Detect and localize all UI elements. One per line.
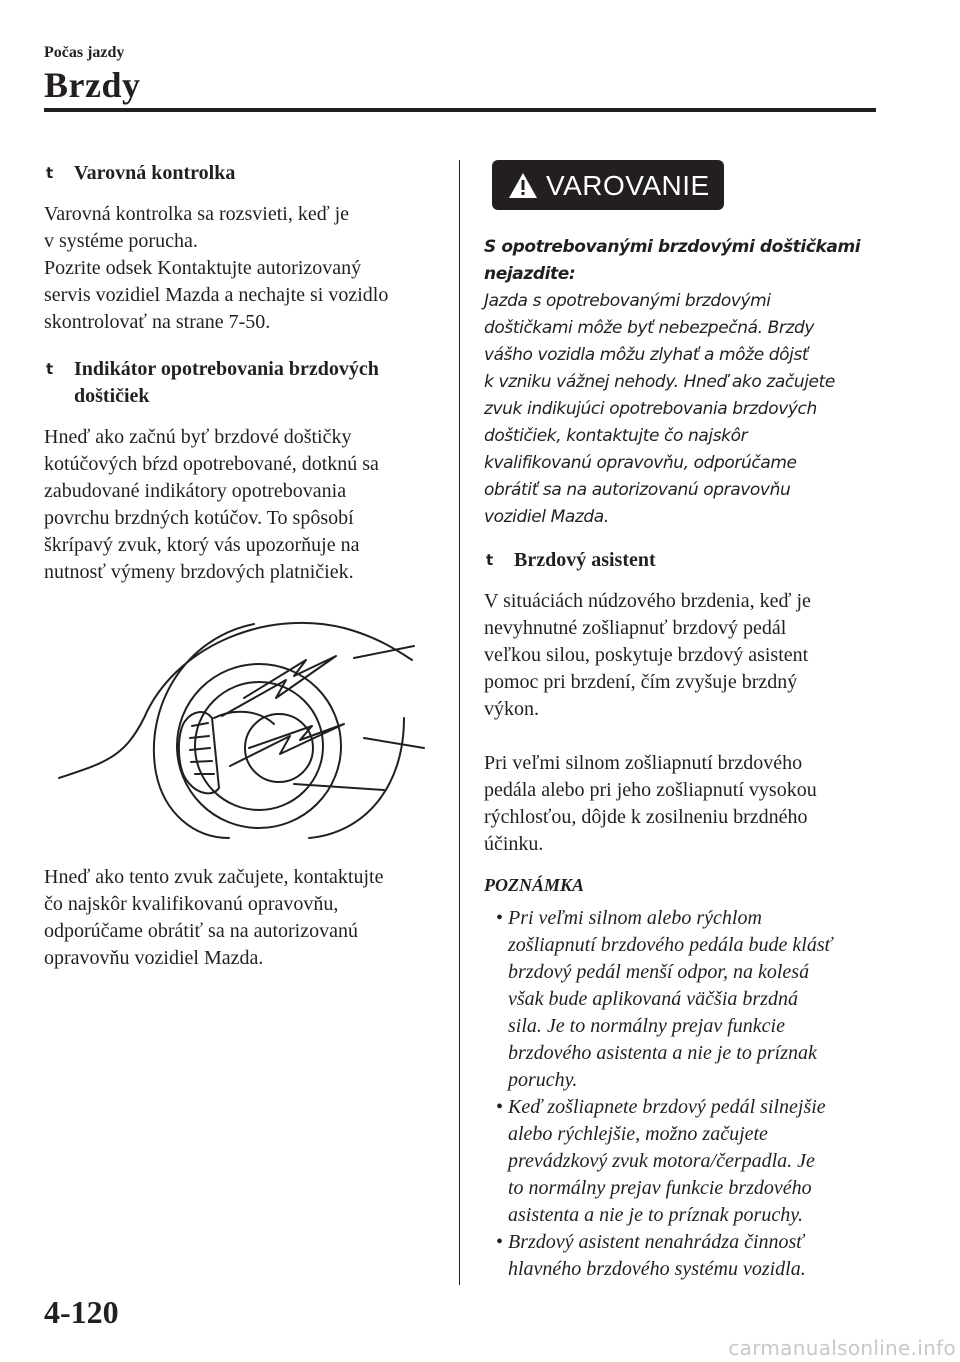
brake-assist-heading: t Brzdový asistent — [486, 549, 656, 571]
warning-triangle-icon — [508, 172, 538, 199]
list-dot-icon: • — [496, 1231, 504, 1253]
right-column — [484, 160, 884, 1283]
note-item: • Keď zošliapnete brzdový pedál silnejšie alebo rýchlejšie, možno začujete prevádzkový zvuk motora/čerpadla. Je to normálny prejav funkcie brzdového asistenta a nie je to príznak poruchy. — [496, 1096, 826, 1226]
wear-indicator-after-text: Hneď ako tento zvuk začujete, kontaktujte čo najskôr kvalifikovanú opravovňu, odporúčame obrátiť sa na autorizovanú opravovňu vozidiel Mazda. — [44, 866, 384, 969]
brake-assist-text-1: V situáciách núdzového brzdenia, keď je nevyhnutné zošliapnuť brzdový pedál veľkou silou, poskytuje brzdový asistent pomoc pri brzdení, čím zvyšuje brzdný výkon. — [484, 590, 811, 720]
watermark: carmanualsonline.info — [728, 1336, 956, 1360]
warning-body: Jazda s opotrebovanými brzdovými doštičkami môže byť nebezpečná. Brzdy vášho vozidla môžu zlyhať a môže dôjsť k vzniku vážnej nehody. Hneď ako začujete zvuk indikujúci opotrebovania brzdových doštičiek, kontaktujte čo najskôr kvalifikovanú opravovňu, odporúčame obrátiť sa na autorizovanú opravovňu vozidiel Mazda. — [484, 291, 835, 527]
section-bullet-icon: t — [486, 551, 494, 569]
note-item: • Brzdový asistent nenahrádza činnosť hlavného brzdového systému vozidla. — [496, 1231, 806, 1280]
section-label: Počas jazdy — [44, 44, 125, 61]
column-divider — [459, 160, 460, 1285]
warning-heading: S opotrebovanými brzdovými doštičkami nejazdite: — [484, 237, 861, 284]
page-number: 4-120 — [44, 1294, 119, 1330]
brake-assist-text-2: Pri veľmi silnom zošliapnutí brzdového pedála alebo pri jeho zošliapnutí vysokou rýchlosťou, dôjde k zosilneniu brzdného účinku. — [484, 752, 817, 855]
warning-badge — [492, 160, 724, 210]
warning-light-heading: t Varovná kontrolka — [46, 162, 236, 184]
warning-title: VAROVANIE — [546, 169, 710, 201]
section-bullet-icon: t — [46, 360, 54, 378]
note-item: • Pri veľmi silnom alebo rýchlom zošliapnutí brzdového pedála bude klásť brzdový pedál menší odpor, na kolesá však bude aplikovaná väčšia brzdná sila. Je to normálny prejav funkcie brzdového asistenta a nie je to príznak poruchy. — [496, 907, 832, 1091]
brake-disc-squeal-icon — [44, 598, 439, 848]
wear-indicator-heading: t Indikátor opotrebovania brzdových doštičiek — [46, 358, 379, 407]
list-dot-icon: • — [496, 907, 504, 929]
note-list — [484, 905, 884, 1283]
warning-text — [484, 234, 884, 531]
brake-wear-illustration — [44, 598, 439, 848]
page-title: Brzdy — [44, 65, 141, 105]
wear-indicator-text: Hneď ako začnú byť brzdové doštičky kotúčových bŕzd opotrebované, dotknú sa zabudované indikátory opotrebovania povrchu brzdných kotúčov. To spôsobí škrípavý zvuk, ktorý vás upozorňuje na nutnosť výmeny brzdových platničiek. — [44, 426, 379, 583]
left-column — [44, 160, 439, 972]
warning-light-text: Varovná kontrolka sa rozsvieti, keď je v systéme porucha. Pozrite odsek Kontaktujte autorizovaný servis vozidiel Mazda a nechajte si vozidlo skontrolovať na strane 7-50. — [44, 203, 389, 333]
note-label: POZNÁMKA — [484, 875, 585, 895]
title-rule — [44, 108, 876, 112]
list-dot-icon: • — [496, 1096, 504, 1118]
section-bullet-icon: t — [46, 164, 54, 182]
